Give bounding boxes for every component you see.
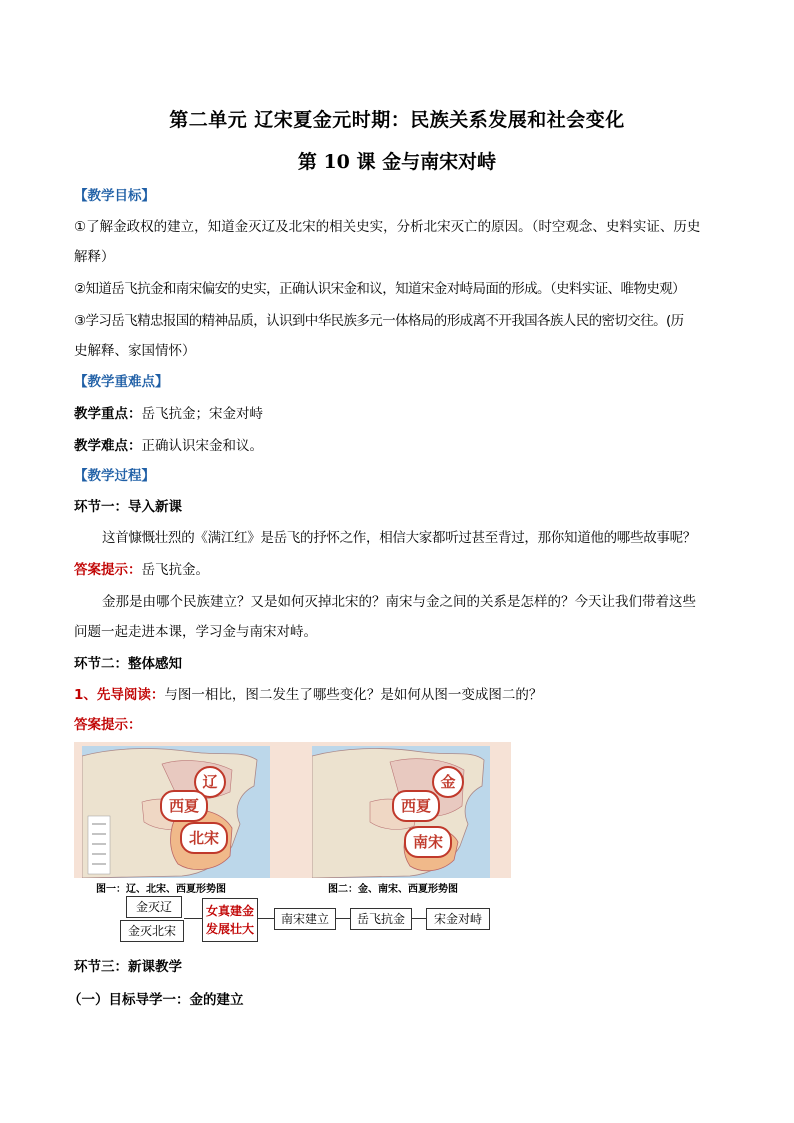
objective-1-line1: ①了解金政权的建立，知道金灭辽及北宋的相关史实，分析北宋灭亡的原因。（时空观念、史料实证、历史: [74, 219, 701, 235]
flow-box-nvzhen-line1: 女真建金: [205, 904, 254, 918]
flow-connector: [412, 918, 426, 919]
difficult-point-row: [74, 436, 734, 456]
objective-3-line2: 史解释、家国情怀）: [74, 343, 196, 359]
seal-xixia-1: 西夏: [160, 790, 208, 822]
process-heading: 【教学过程】: [74, 468, 155, 484]
seal-nansong: 南宋: [404, 826, 452, 858]
step-3-heading: 环节三：新课教学: [74, 959, 182, 975]
flow-connector: [336, 918, 350, 919]
answer-label-2: 答案提示：: [74, 717, 142, 733]
key-point-label: 教学重点：: [74, 406, 142, 422]
flow-box-jin-mie-liao: 金灭辽: [126, 896, 182, 918]
answer-label: 答案提示：: [74, 562, 142, 578]
answer-row-1: [74, 560, 734, 580]
answer-text: 岳飞抗金。: [141, 562, 209, 578]
objectives-heading: 【教学目标】: [74, 188, 155, 204]
map-comparison-figure: [74, 742, 511, 944]
flow-box-yuefei: 岳飞抗金: [350, 908, 412, 930]
unit-title: 第二单元 辽宋夏金元时期：民族关系发展和社会变化: [169, 109, 625, 131]
flow-box-nvzhen-line2: 发展壮大: [205, 922, 254, 936]
flow-box-nansong-jianli: 南宋建立: [274, 908, 336, 930]
step-2-heading: 环节二：整体感知: [74, 656, 182, 672]
step-1-heading: 环节一：导入新课: [74, 499, 182, 515]
question-line1: 金那是由哪个民族建立？又是如何灭掉北宋的？南宋与金之间的关系是怎样的？今天让我们带着这些: [102, 594, 696, 610]
key-heading: 【教学重难点】: [74, 374, 169, 390]
goal-1-heading: （一）目标导学一：金的建立: [68, 992, 244, 1008]
question-line2: 问题一起走进本课，学习金与南宋对峙。: [74, 624, 317, 640]
map-2-caption: 图二：金、南宋、西夏形势图: [328, 884, 458, 895]
flow-box-nvzhen: [202, 898, 258, 942]
flow-box-jin-mie-beisong: 金灭北宋: [120, 920, 184, 942]
reading-label: 先导阅读：: [96, 687, 165, 703]
difficult-point-label: 教学难点：: [74, 438, 142, 454]
reading-text: 与图一相比，图二发生了哪些变化？是如何从图一变成图二的？: [164, 687, 543, 703]
lesson-title: 第 10 课 金与南宋对峙: [297, 151, 497, 173]
key-point-text: 岳飞抗金；宋金对峙: [141, 406, 263, 422]
seal-liao: 辽: [194, 766, 226, 798]
flow-connector: [184, 918, 202, 919]
seal-beisong: 北宋: [180, 822, 228, 854]
reading-number: 1、: [74, 687, 97, 703]
flow-box-songjin-duizhi: 宋金对峙: [426, 908, 490, 930]
seal-jin: 金: [432, 766, 464, 798]
intro-paragraph: 这首慷慨壮烈的《满江红》是岳飞的抒怀之作，相信大家都听过甚至背过，那你知道他的哪些故事呢？: [102, 530, 696, 546]
reading-row: [74, 685, 734, 705]
difficult-point-text: 正确认识宋金和议。: [141, 438, 263, 454]
objective-2: ②知道岳飞抗金和南宋偏安的史实，正确认识宋金和议，知道宋金对峙局面的形成。（史料实证、唯物史观）: [74, 281, 686, 297]
flow-connector: [258, 918, 274, 919]
map-1-caption: 图一：辽、北宋、西夏形势图: [96, 884, 226, 895]
key-point-row: [74, 404, 734, 424]
objective-1-line2: 解释）: [74, 249, 115, 265]
seal-xixia-2: 西夏: [392, 790, 440, 822]
objective-3-line1: ③学习岳飞精忠报国的精神品质，认识到中华民族多元一体格局的形成离不开我国各族人民的密切交往。(历: [74, 313, 684, 329]
